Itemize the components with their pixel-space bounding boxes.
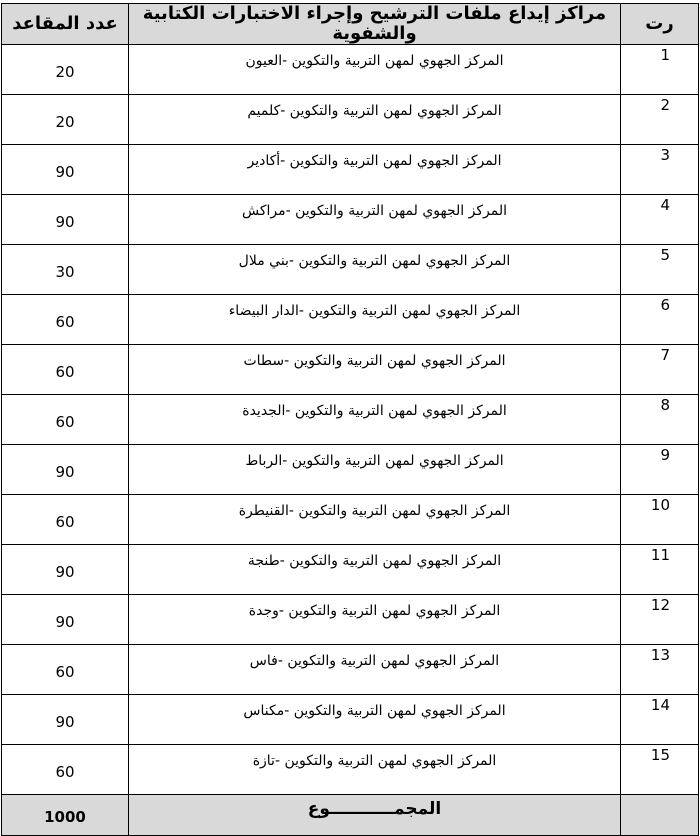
seats-table (1, 3, 699, 836)
seats-cell: 60 (2, 745, 129, 795)
rank-cell: 6 (621, 295, 699, 345)
total-rank (621, 795, 699, 836)
rank-cell: 15 (621, 745, 699, 795)
table-row (2, 595, 699, 645)
seats-cell: 90 (2, 545, 129, 595)
rank-cell: 14 (621, 695, 699, 745)
center-name-cell: المركز الجهوي لمهن التربية والتكوين -مراكش (129, 195, 621, 245)
table-row (2, 195, 699, 245)
seats-cell: 90 (2, 595, 129, 645)
seats-cell: 60 (2, 395, 129, 445)
seats-cell: 60 (2, 295, 129, 345)
rank-cell: 4 (621, 195, 699, 245)
center-name-cell: المركز الجهوي لمهن التربية والتكوين -الجديدة (129, 395, 621, 445)
seats-cell: 60 (2, 495, 129, 545)
table-row (2, 695, 699, 745)
table-row (2, 295, 699, 345)
center-name-cell: المركز الجهوي لمهن التربية والتكوين -أكادير (129, 145, 621, 195)
seats-cell: 90 (2, 195, 129, 245)
center-name-cell: المركز الجهوي لمهن التربية والتكوين -الرباط (129, 445, 621, 495)
header-row (2, 4, 699, 45)
table-row (2, 495, 699, 545)
rank-cell: 3 (621, 145, 699, 195)
seats-cell: 30 (2, 245, 129, 295)
total-row (2, 795, 699, 836)
table-row (2, 645, 699, 695)
center-name-cell: المركز الجهوي لمهن التربية والتكوين -مكناس (129, 695, 621, 745)
rank-cell: 5 (621, 245, 699, 295)
table-row (2, 745, 699, 795)
center-name-cell: المركز الجهوي لمهن التربية والتكوين -كلميم (129, 95, 621, 145)
seats-cell: 60 (2, 645, 129, 695)
seats-cell: 20 (2, 95, 129, 145)
rank-cell: 7 (621, 345, 699, 395)
seats-cell: 20 (2, 45, 129, 95)
center-name-cell: المركز الجهوي لمهن التربية والتكوين -تازة (129, 745, 621, 795)
table-row (2, 95, 699, 145)
center-name-cell: المركز الجهوي لمهن التربية والتكوين -طنجة (129, 545, 621, 595)
seats-cell: 90 (2, 145, 129, 195)
rank-cell: 11 (621, 545, 699, 595)
header-seats: عدد المقاعد (2, 4, 129, 45)
table-row (2, 545, 699, 595)
table-row (2, 395, 699, 445)
rank-cell: 8 (621, 395, 699, 445)
total-seats: 1000 (2, 795, 129, 836)
table-row (2, 145, 699, 195)
rank-cell: 2 (621, 95, 699, 145)
rank-cell: 12 (621, 595, 699, 645)
center-name-cell: المركز الجهوي لمهن التربية والتكوين -الدار البيضاء (129, 295, 621, 345)
total-label: المجمـــــــــــوع (129, 795, 621, 836)
table-row (2, 345, 699, 395)
rank-cell: 1 (621, 45, 699, 95)
table-row (2, 45, 699, 95)
table-row (2, 245, 699, 295)
center-name-cell: المركز الجهوي لمهن التربية والتكوين -بني ملال (129, 245, 621, 295)
rank-cell: 10 (621, 495, 699, 545)
center-name-cell: المركز الجهوي لمهن التربية والتكوين -العيون (129, 45, 621, 95)
header-rank: رت (621, 4, 699, 45)
center-name-cell: المركز الجهوي لمهن التربية والتكوين -سطات (129, 345, 621, 395)
seats-cell: 60 (2, 345, 129, 395)
table-row (2, 445, 699, 495)
seats-cell: 90 (2, 695, 129, 745)
rank-cell: 9 (621, 445, 699, 495)
center-name-cell: المركز الجهوي لمهن التربية والتكوين -فاس (129, 645, 621, 695)
header-center: مراكز إيداع ملفات الترشيح وإجراء الاختبارات الكتابية والشفوية (129, 4, 621, 45)
center-name-cell: المركز الجهوي لمهن التربية والتكوين -القنيطرة (129, 495, 621, 545)
seats-cell: 90 (2, 445, 129, 495)
center-name-cell: المركز الجهوي لمهن التربية والتكوين -وجدة (129, 595, 621, 645)
rank-cell: 13 (621, 645, 699, 695)
